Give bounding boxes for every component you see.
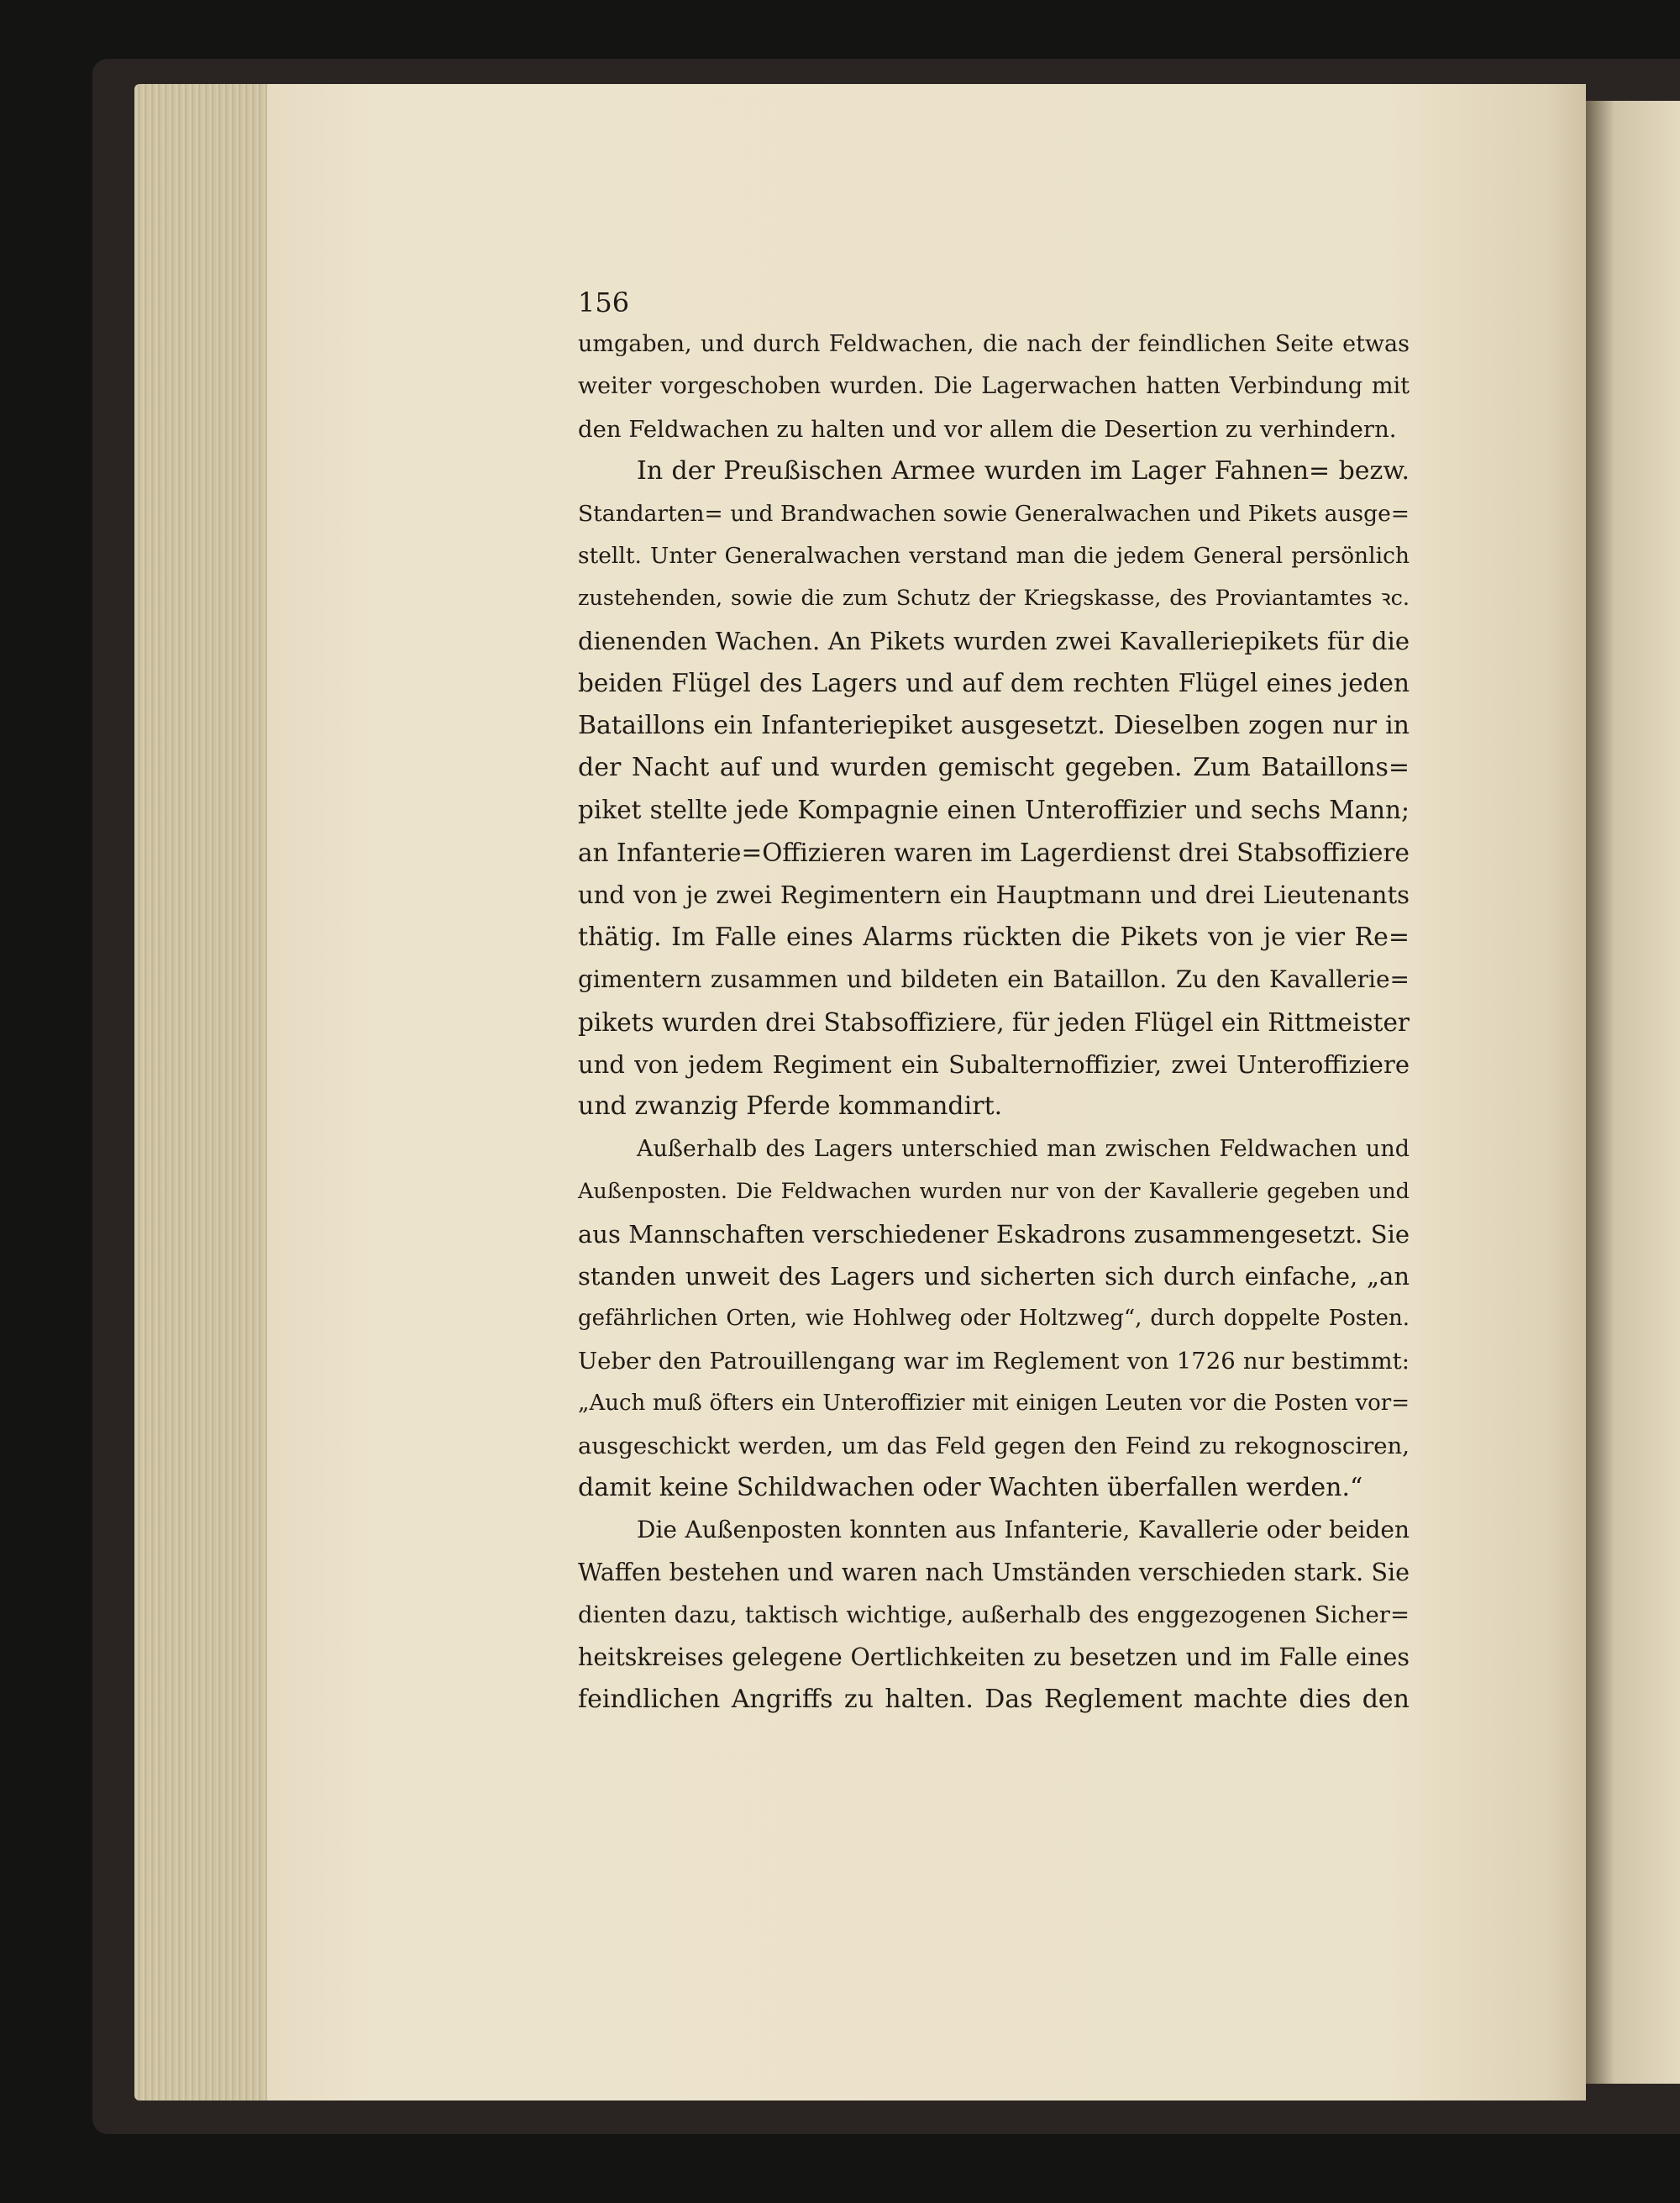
facing-page-edge [1586,101,1680,2084]
page-number: 156 [578,287,630,318]
text-line: pikets wurden drei Stabsoffiziere, für jeden Flügel ein Rittmeister [578,1007,1410,1037]
text-line: gefährlichen Orten, wie Hohlweg oder Holtzweg“, durch doppelte Posten. [578,1306,1410,1332]
text-line: aus Mannschaften verschiedener Eskadrons zusammengesetzt. Sie [578,1219,1410,1249]
text-line: Die Außenposten konnten aus Infanterie, Kavallerie oder beiden [637,1516,1410,1544]
text-line: stellt. Unter Generalwachen verstand man die jedem General persönlich [578,543,1410,570]
text-line: dienenden Wachen. An Pikets wurden zwei Kavalleriepikets für die [578,626,1410,655]
text-line: Waffen bestehen und waren nach Umständen verschieden stark. Sie [578,1558,1410,1586]
text-line: Standarten= und Brandwachen sowie Generalwachen und Pikets ausge= [578,500,1410,527]
text-line: beiden Flügel des Lagers und auf dem rechten Flügel eines jeden [578,669,1410,698]
text-line: und von jedem Regiment ein Subalternoffizier, zwei Unteroffiziere [578,1049,1410,1079]
text-line: den Feldwachen zu halten und vor allem die Desertion zu verhindern. [578,415,1397,443]
text-line: Außerhalb des Lagers unterschied man zwischen Feldwachen und [637,1135,1410,1162]
text-line: In der Preußischen Armee wurden im Lager Fahnen= bezw. [637,456,1410,486]
text-line: standen unweit des Lagers und sicherten sich durch einfache, „an [578,1261,1410,1291]
text-line: umgaben, und durch Feldwachen, die nach der feindlichen Seite etwas [578,331,1410,357]
text-line: an Infanterie=Offizieren waren im Lagerdienst drei Stabsoffiziere [578,838,1410,867]
text-line: piket stellte jede Kompagnie einen Unteroffizier und sechs Mann; [578,796,1410,825]
text-line: heitskreises gelegene Oertlichkeiten zu besetzen und im Falle eines [578,1643,1410,1671]
text-line: „Auch muß öfters ein Unteroffizier mit einigen Leuten vor die Posten vor= [578,1391,1410,1417]
page-edges [134,84,269,2100]
text-line: feindlichen Angriffs zu halten. Das Reglement machte dies den [578,1685,1410,1714]
text-line: zustehenden, sowie die zum Schutz der Kriegskasse, des Proviantamtes ꝛc. [578,586,1410,612]
text-line: dienten dazu, taktisch wichtige, außerhalb des enggezogenen Sicher= [578,1601,1410,1629]
text-line: thätig. Im Falle eines Alarms rückten die Pikets von je vier Re= [578,922,1410,952]
text-line: ausgeschickt werden, um das Feld gegen den Feind zu rekognosciren, [578,1432,1410,1459]
text-line: gimentern zusammen und bildeten ein Bataillon. Zu den Kavallerie= [578,965,1410,994]
text-line: weiter vorgeschoben wurden. Die Lagerwachen hatten Verbindung mit [578,373,1410,400]
page-text [578,281,1410,1721]
text-line: und zwanzig Pferde kommandirt. [578,1091,1003,1122]
text-line: damit keine Schildwachen oder Wachten überfallen werden.“ [578,1472,1363,1502]
text-line: Bataillons ein Infanteriepiket ausgesetzt. Dieselben zogen nur in [578,710,1410,740]
text-line: und von je zwei Regimentern ein Hauptmann und drei Lieutenants [578,881,1410,910]
text-line: Außenposten. Die Feldwachen wurden nur von der Kavallerie gegeben und [578,1179,1410,1205]
text-line: Ueber den Patrouillengang war im Reglement von 1726 nur bestimmt: [578,1347,1410,1375]
text-line: der Nacht auf und wurden gemischt gegeben. Zum Bataillons= [578,753,1410,783]
